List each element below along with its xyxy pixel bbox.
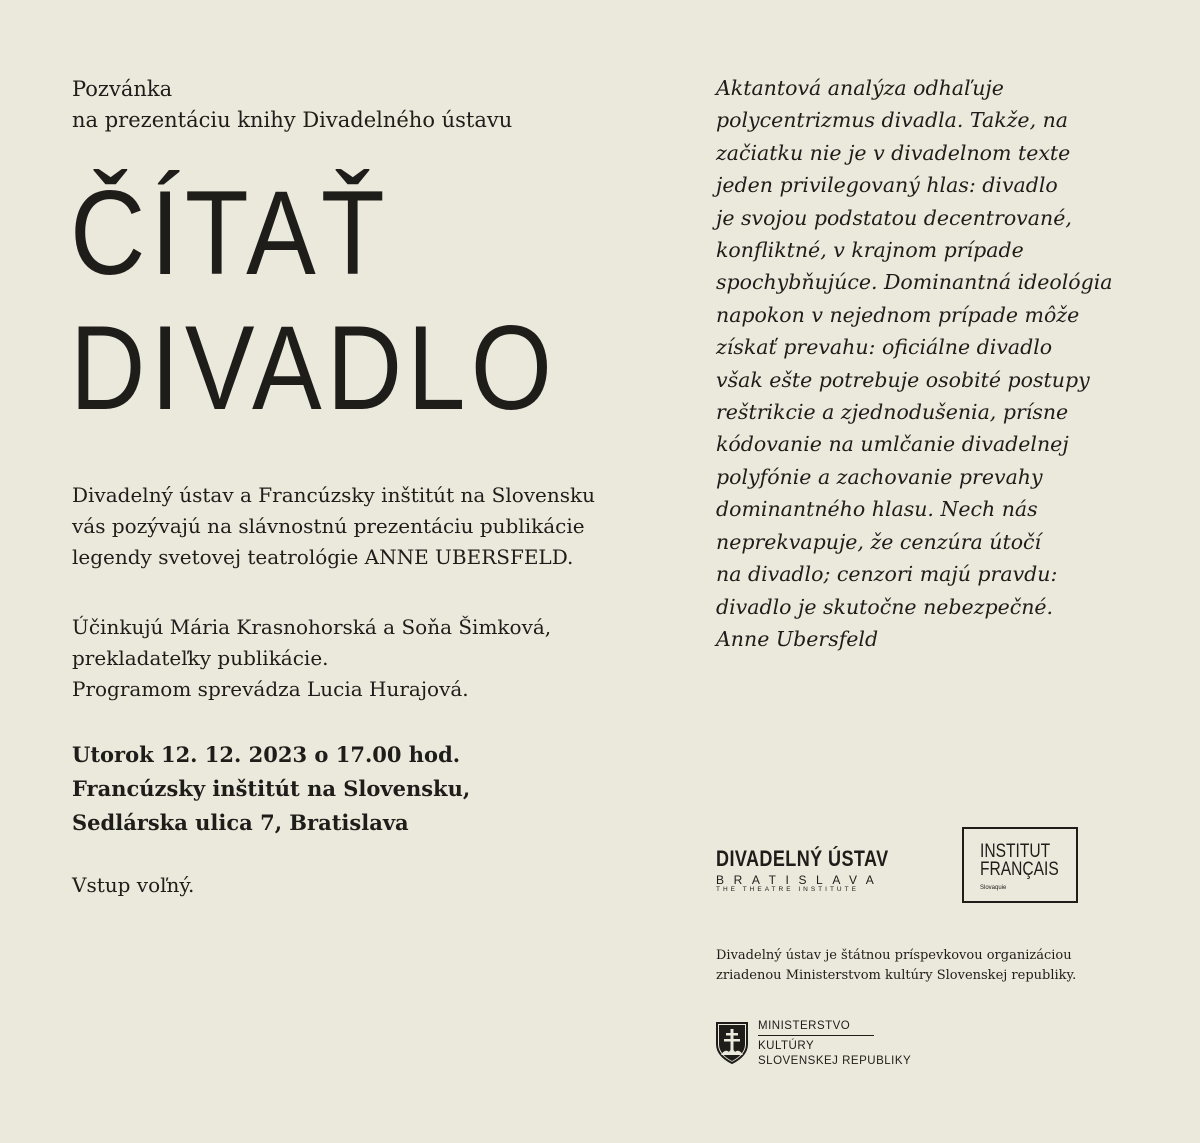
logo-du-subtitle: THE THEATRE INSTITUTE <box>716 886 859 893</box>
ministry-line-2: KULTÚRY <box>758 1040 815 1052</box>
invitation-subtitle: na prezentáciu knihy Divadelného ústavu <box>72 108 513 132</box>
quote-line: polyfónie a zachovanie prevahy <box>716 464 1043 489</box>
ministry-line-3: SLOVENSKEJ REPUBLIKY <box>758 1055 912 1067</box>
quote-line: je svojou podstatou decentrované, <box>716 205 1072 230</box>
quote-line: Aktantová analýza odhaľuje <box>716 76 1004 100</box>
book-title-line-2: DIVADLO <box>70 301 558 435</box>
funding-note <box>716 946 1076 986</box>
logo-if-line-1: INSTITUT <box>980 841 1051 862</box>
event-date: Utorok 12. 12. 2023 o 17.00 hod. <box>72 742 461 767</box>
paragraph-line: Divadelný ústav a Francúzsky inštitút na Slovensku <box>72 483 596 507</box>
note-line: Divadelný ústav je štátnou príspevkovou organizáciou <box>716 948 1072 963</box>
quote-line: konfliktné, v krajnom prípade <box>716 238 1024 263</box>
ministry-logo <box>716 1020 936 1072</box>
quote-line: spochybňujúce. Dominantná ideológia <box>716 270 1113 295</box>
logo-du-name: DIVADELNÝ ÚSTAV <box>716 846 889 871</box>
theatre-institute-logo <box>716 846 906 894</box>
quote-line: polycentrizmus divadla. Takže, na <box>716 108 1069 133</box>
book-title <box>70 166 557 436</box>
quote-line: jeden privilegovaný hlas: divadlo <box>716 173 1058 198</box>
invitation-paragraph <box>72 480 595 573</box>
quote-line: divadlo je skutočne nebezpečné. <box>716 594 1054 619</box>
invitation-header <box>72 74 512 136</box>
paragraph-line: vás pozývajú na slávnostnú prezentáciu publikácie <box>72 514 585 538</box>
quote-block <box>716 72 1113 655</box>
invitation-label: Pozvánka <box>72 77 173 101</box>
event-venue: Francúzsky inštitút na Slovensku, <box>72 776 471 801</box>
paragraph-line: Účinkujú Mária Krasnohorská a Soňa Šimková, <box>72 615 552 639</box>
event-details <box>72 738 470 840</box>
quote-line: neprekvapuje, že cenzúra útočí <box>716 529 1042 554</box>
coat-of-arms-icon <box>716 1022 748 1064</box>
book-title-line-1: ČÍTAŤ <box>70 166 390 300</box>
logo-if-line-3: Slovaquie <box>980 885 1007 891</box>
quote-line: začiatku nie je v divadelnom texte <box>716 140 1071 165</box>
quote-line: napokon v nejednom prípade môže <box>716 302 1080 327</box>
paragraph-line: legendy svetovej teatrológie ANNE UBERSFELD. <box>72 545 574 569</box>
event-address: Sedlárska ulica 7, Bratislava <box>72 810 409 835</box>
quote-line: získať prevahu: oficiálne divadlo <box>716 335 1053 360</box>
ministry-line-1: MINISTERSTVO <box>758 1020 851 1032</box>
free-entry-note: Vstup voľný. <box>72 873 195 897</box>
performers-paragraph <box>72 612 551 705</box>
note-line: zriadenou Ministerstvom kultúry Slovenskej republiky. <box>716 968 1077 983</box>
ministry-divider <box>758 1035 874 1036</box>
quote-author: Anne Ubersfeld <box>716 626 879 651</box>
quote-line: reštrikcie a zjednodušenia, prísne <box>716 400 1069 425</box>
quote-line: dominantného hlasu. Nech nás <box>716 497 1038 522</box>
quote-line: však ešte potrebuje osobité postupy <box>716 367 1090 392</box>
logo-if-line-2: FRANÇAIS <box>980 859 1059 880</box>
institut-francais-logo <box>962 827 1078 903</box>
paragraph-line: Programom sprevádza Lucia Hurajová. <box>72 677 469 701</box>
quote-line: na divadlo; cenzori majú pravdu: <box>716 562 1058 587</box>
logo-du-city: BRATISLAVA <box>716 873 884 887</box>
quote-line: kódovanie na umlčanie divadelnej <box>716 432 1069 457</box>
paragraph-line: prekladateľky publikácie. <box>72 646 329 670</box>
